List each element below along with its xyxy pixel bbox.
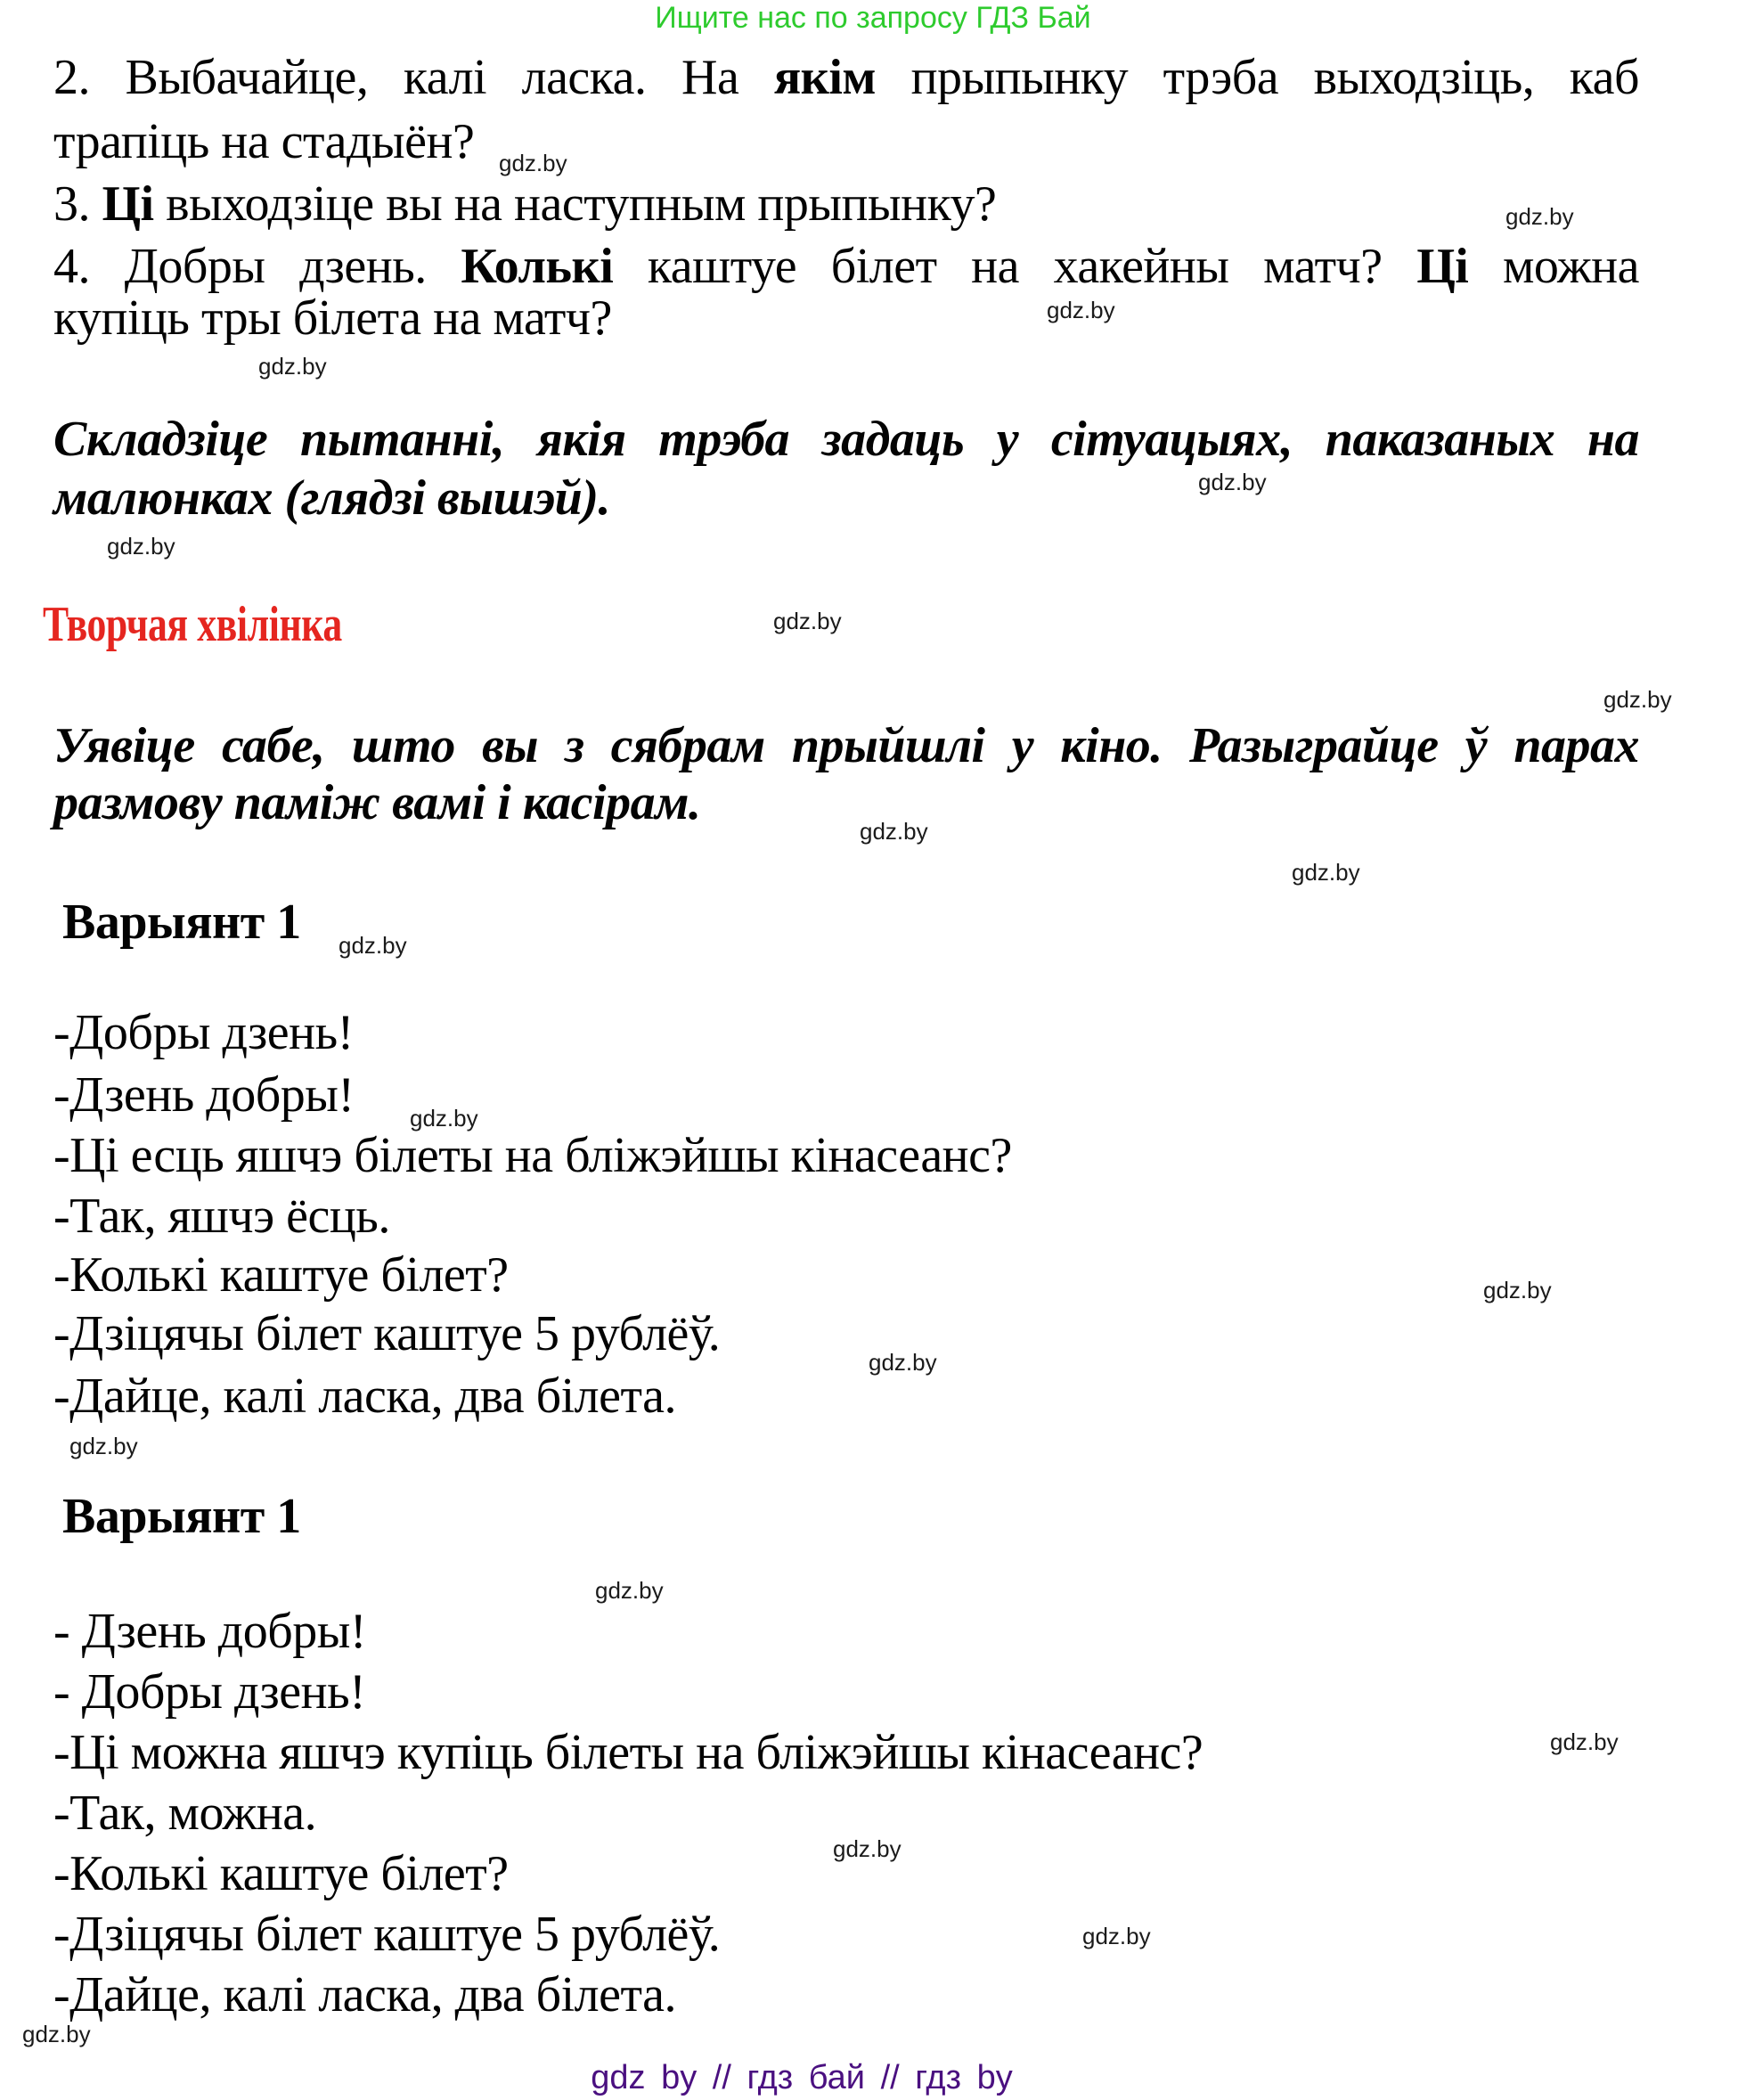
watermark: gdz.by [69, 1433, 138, 1459]
watermark: gdz.by [1082, 1923, 1151, 1949]
top-promo-banner: Ищите нас по запросу ГДЗ Бай [655, 1, 1091, 35]
watermark: gdz.by [869, 1349, 937, 1376]
watermark: gdz.by [499, 150, 567, 176]
watermark: gdz.by [410, 1105, 478, 1132]
question-4-line-2: купіць тры білета на матч? [53, 290, 612, 346]
bottom-promo-banner: gdz by // гдз бай // гдз by [591, 2059, 1013, 2096]
watermark: gdz.by [107, 533, 175, 560]
dialogue-2-line: -Ці можна яшчэ купіць білеты на бліжэйшы кінасеанс? [53, 1725, 1203, 1780]
task-note-line-2: малюнках (глядзі вышэй). [53, 470, 610, 526]
dialogue-2-line: -Дзіцячы білет каштуе 5 рублёў. [53, 1907, 721, 1962]
dialogue-1-line: -Так, яшчэ ёсць. [53, 1189, 390, 1244]
watermark: gdz.by [1483, 1277, 1552, 1303]
watermark: gdz.by [1550, 1728, 1619, 1755]
watermark: gdz.by [22, 2021, 91, 2047]
watermark: gdz.by [860, 818, 928, 845]
watermark: gdz.by [833, 1835, 902, 1862]
creative-task-line-1: Уявіце сабе, што вы з сябрам прыйшлі у кіно. Разыграйце ў парах [53, 718, 1639, 773]
watermark: gdz.by [773, 608, 842, 634]
dialogue-2-line: - Добры дзень! [53, 1664, 366, 1720]
question-2-line-2: трапіць на стадыён? [53, 114, 475, 169]
variant-1-title: Варыянт 1 [62, 895, 301, 950]
watermark: gdz.by [258, 353, 327, 380]
task-note-line-1: Складзіце пытанні, якія трэба задаць у сітуацыях, паказаных на [53, 412, 1639, 467]
question-4-line-1: 4. Добры дзень. Колькі каштуе білет на хакейны матч? Ці можна [53, 239, 1639, 294]
question-2-line-1: 2. Выбачайце, калі ласка. На якім прыпынку трэба выходзіць, каб [53, 50, 1639, 105]
dialogue-2-line: -Дайце, калі ласка, два білета. [53, 1967, 676, 2022]
watermark: gdz.by [1292, 859, 1360, 886]
watermark: gdz.by [1603, 686, 1672, 713]
watermark: gdz.by [595, 1577, 664, 1604]
dialogue-1-line: -Дзіцячы білет каштуе 5 рублёў. [53, 1306, 721, 1361]
watermark: gdz.by [1198, 469, 1267, 495]
dialogue-1-line: -Ці есць яшчэ білеты на бліжэйшы кінасеанс? [53, 1128, 1012, 1183]
watermark: gdz.by [339, 932, 407, 959]
question-3-line-1: 3. Ці выходзіце вы на наступным прыпынку? [53, 176, 997, 232]
watermark: gdz.by [1505, 203, 1574, 230]
dialogue-2-line: - Дзень добры! [53, 1604, 366, 1659]
dialogue-2-line: -Так, можна. [53, 1785, 317, 1841]
watermark: gdz.by [1047, 297, 1115, 323]
creative-task-line-2: размову паміж вамі і касірам. [53, 775, 701, 830]
dialogue-1-line: -Дзень добры! [53, 1067, 355, 1123]
variant-2-title: Варыянт 1 [62, 1489, 301, 1544]
dialogue-1-line: -Добры дзень! [53, 1005, 354, 1060]
dialogue-1-line: -Колькі каштуе білет? [53, 1247, 509, 1303]
dialogue-2-line: -Колькі каштуе білет? [53, 1846, 509, 1901]
creative-section-heading: Творчая хвілінка [43, 597, 342, 652]
dialogue-1-line: -Дайце, калі ласка, два білета. [53, 1369, 676, 1424]
